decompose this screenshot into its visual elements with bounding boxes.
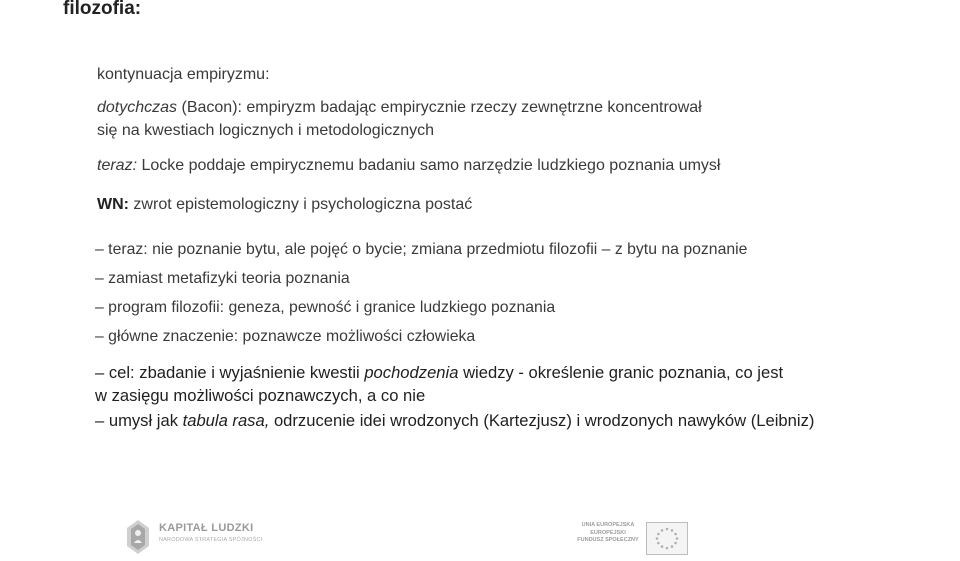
bullet-line-philosophy-program [95,297,555,319]
line-text: się na kwestiach logicznych i metodologicznych [97,122,435,139]
line-previously-cont [97,120,434,142]
line-text: Locke poddaje empirycznemu badaniu samo narzędzie ludzkiego poznania umysł [137,157,721,174]
bullet-line-goal [95,362,783,384]
line-empiricism-continuation [97,64,270,86]
line-text: – umysł jak [95,411,183,430]
bullet-line-theory-of-knowledge [95,268,350,290]
bullet-line-subject-change [95,239,747,261]
label-now: teraz: [97,157,138,174]
eu-flag-icon [646,522,688,555]
line-text: odrzucenie idei wrodzonych (Kartezjusz) i wrodzonych nawyków (Leibniz) [269,411,815,430]
line-text: – cel: zbadanie i wyjaśnienie kwestii [95,363,365,382]
line-text: – główne znaczenie: poznawcze możliwości człowieka [95,328,476,345]
eu-line-1: UNIA EUROPEJSKA [581,522,635,528]
emphasis-tabula-rasa: tabula rasa, [182,411,270,430]
label-previously: dotychczas [97,99,178,116]
line-text: – program filozofii: geneza, pewność i granice ludzkiego poznania [95,299,556,316]
eu-line-3: FUNDUSZ SPOŁECZNY [577,537,639,543]
line-conclusion [97,194,472,216]
line-text: wiedzy - określenie granic poznania, co jest [458,363,784,382]
line-previously [97,97,702,119]
kapital-ludzki-subtitle: NARODOWA STRATEGIA SPÓJNOŚCI [159,537,263,543]
kapital-ludzki-logo [125,518,285,556]
line-now [97,155,720,177]
kapital-ludzki-title: KAPITAŁ LUDZKI [159,522,254,534]
eu-text [576,522,640,545]
bullet-line-tabula-rasa [95,410,814,432]
line-text: kontynuacja empiryzmu: [97,66,270,83]
line-text: – zamiast metafizyki teoria poznania [95,270,350,287]
footer-logos [0,500,960,561]
bullet-line-goal-cont [95,385,425,407]
line-text: zwrot epistemologiczny i psychologiczna postać [128,196,473,213]
eu-line-2: EUROPEJSKI [590,529,626,536]
line-text: – teraz: nie poznanie bytu, ale pojęć o bycie; zmiana przedmiotu filozofii – z bytu na poznanie [95,241,748,258]
label-conclusion: WN: [97,196,129,213]
eu-logo [576,522,696,558]
bullet-line-main-meaning [95,326,475,348]
line-text: (Bacon): empiryzm badając empirycznie rzeczy zewnętrzne koncentrował [177,99,702,116]
line-text: w zasięgu możliwości poznawczych, a co nie [95,386,426,405]
kapital-ludzki-emblem-icon [125,518,151,556]
emphasis-origin: pochodzenia [364,363,459,382]
slide-heading: filozofia: [63,0,142,19]
